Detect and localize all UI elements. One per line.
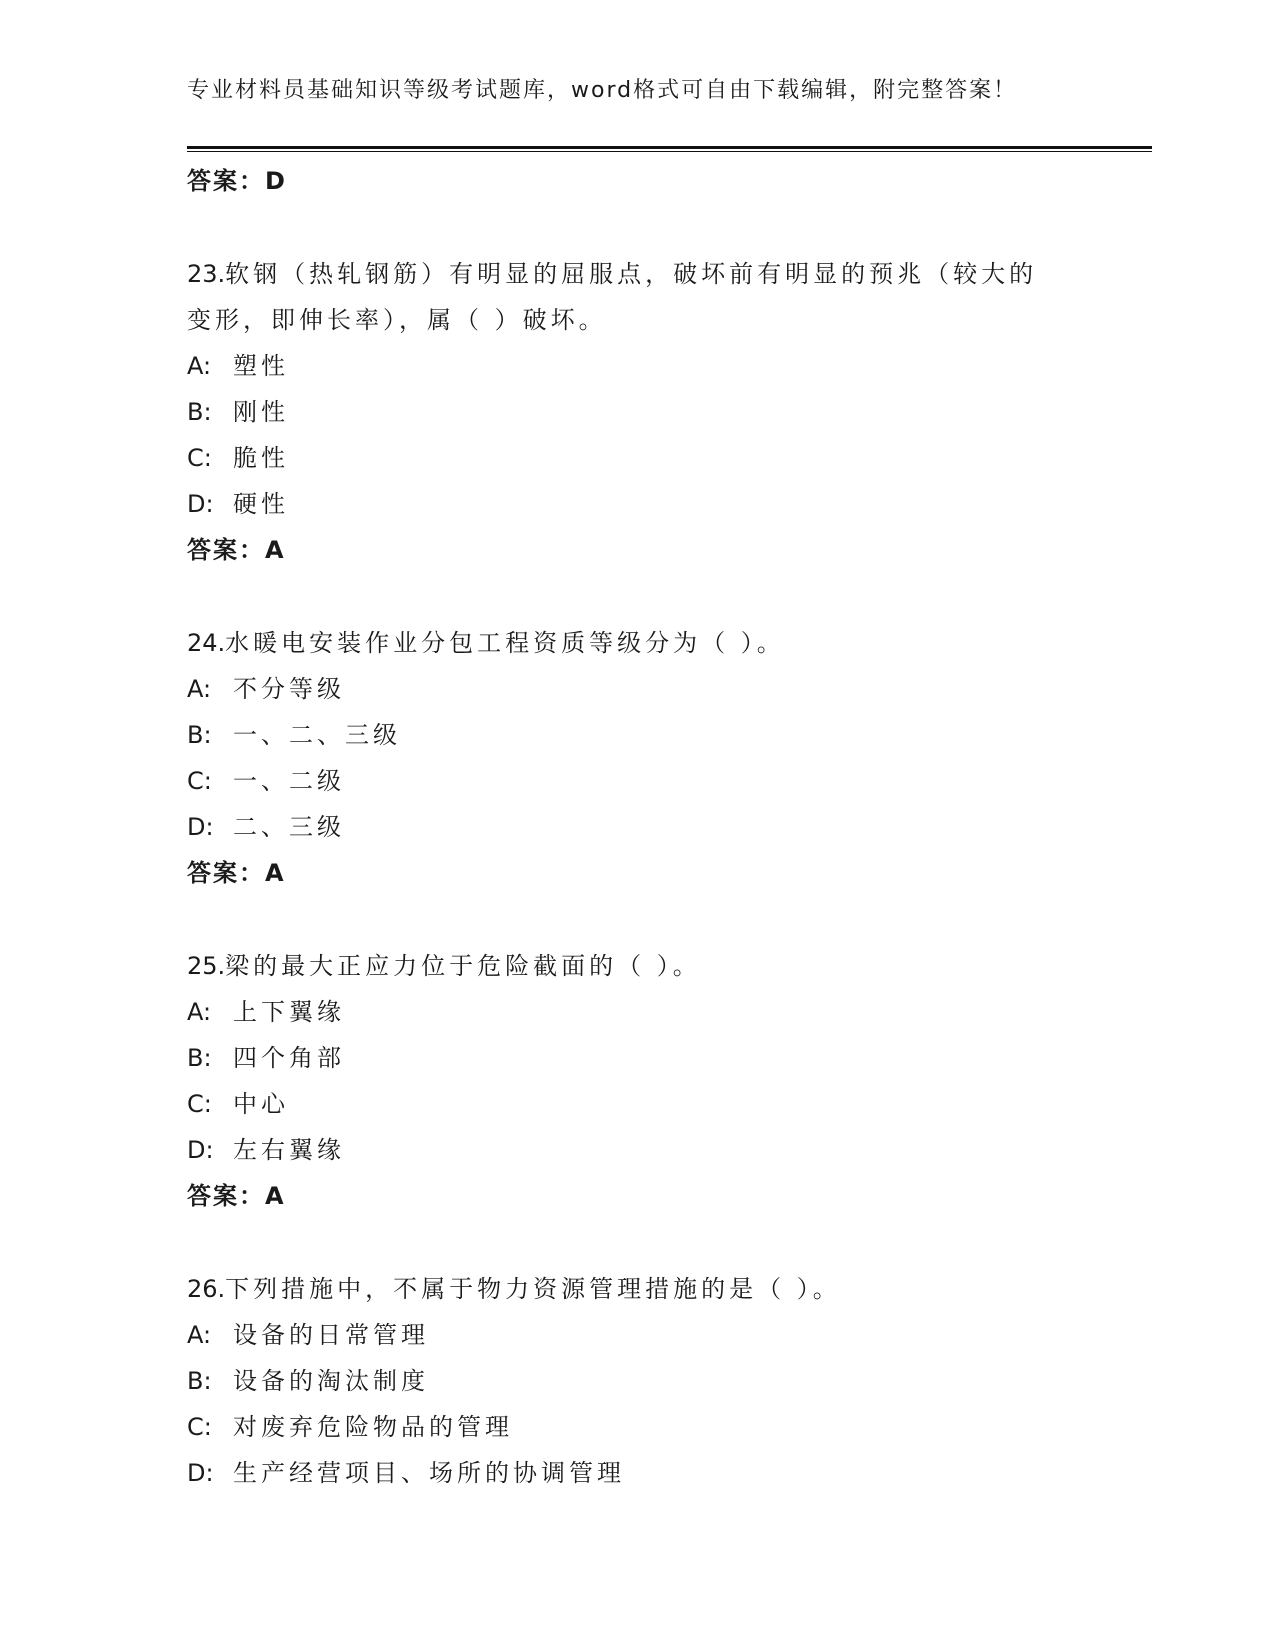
header-rule-thin [187, 151, 1152, 152]
answer-label: 答案： [187, 536, 265, 564]
option-label: A: [187, 352, 212, 380]
option-label: B: [187, 1367, 212, 1395]
option-label: C: [187, 767, 212, 795]
option-text: 不分等级 [233, 675, 345, 703]
question-number: 24. [187, 629, 226, 657]
option-text: 一、二级 [233, 767, 345, 795]
question-number: 23. [187, 260, 226, 288]
question-23 [187, 251, 1127, 573]
option-label: C: [187, 1090, 212, 1118]
option-text: 设备的淘汰制度 [233, 1367, 429, 1395]
option-label: D: [187, 1459, 214, 1487]
question-25 [187, 943, 1127, 1219]
question-stem [187, 1266, 1127, 1312]
option-text: 设备的日常管理 [233, 1321, 429, 1349]
question-number: 25. [187, 952, 226, 980]
option-d [187, 804, 1127, 850]
question-text: 下列措施中，不属于物力资源管理措施的是（ ）。 [225, 1275, 841, 1303]
option-label: C: [187, 1413, 212, 1441]
option-c [187, 1081, 1127, 1127]
option-label: B: [187, 398, 212, 426]
question-text: 水暖电安装作业分包工程资质等级分为（ ）。 [225, 629, 785, 657]
answer-value: A [265, 1182, 284, 1210]
option-text: 左右翼缘 [233, 1136, 345, 1164]
option-a [187, 343, 1127, 389]
option-b [187, 1358, 1127, 1404]
answer-value: A [265, 536, 284, 564]
option-text: 硬性 [233, 490, 289, 518]
question-list [187, 158, 1127, 1496]
option-text: 对废弃危险物品的管理 [233, 1413, 513, 1441]
answer-label: 答案： [187, 859, 265, 887]
option-c [187, 758, 1127, 804]
option-text: 二、三级 [233, 813, 345, 841]
question-26 [187, 1266, 1127, 1496]
option-d [187, 1450, 1127, 1496]
option-label: D: [187, 490, 214, 518]
option-c [187, 1404, 1127, 1450]
question-text: 软钢（热轧钢筋）有明显的屈服点，破坏前有明显的预兆（较大的 [225, 260, 1038, 288]
answer-value: D [265, 167, 285, 195]
answer-line [187, 158, 1127, 204]
option-text: 一、二、三级 [233, 721, 401, 749]
option-text: 脆性 [233, 444, 289, 472]
answer-line [187, 527, 1127, 573]
answer-label: 答案： [187, 1182, 265, 1210]
option-text: 塑性 [233, 352, 289, 380]
answer-value: A [265, 859, 284, 887]
question-stem [187, 943, 1127, 989]
option-d [187, 481, 1127, 527]
option-label: B: [187, 721, 212, 749]
option-label: B: [187, 1044, 212, 1072]
option-label: C: [187, 444, 212, 472]
answer-line [187, 1173, 1127, 1219]
header-rule-thick [187, 146, 1152, 149]
answer-line [187, 850, 1127, 896]
option-text: 刚性 [233, 398, 289, 426]
option-label: A: [187, 1321, 212, 1349]
option-a [187, 666, 1127, 712]
question-stem [187, 620, 1127, 666]
question-text: 梁的最大正应力位于危险截面的（ ）。 [225, 952, 701, 980]
option-b [187, 712, 1127, 758]
question-number: 26. [187, 1275, 226, 1303]
question-stem [187, 251, 1127, 297]
option-text: 四个角部 [233, 1044, 345, 1072]
option-label: D: [187, 813, 214, 841]
option-text: 中心 [233, 1090, 289, 1118]
option-b [187, 1035, 1127, 1081]
page-header: 专业材料员基础知识等级考试题库，word格式可自由下载编辑，附完整答案！ [187, 78, 1018, 103]
option-a [187, 989, 1127, 1035]
option-label: A: [187, 998, 212, 1026]
option-text: 生产经营项目、场所的协调管理 [233, 1459, 625, 1487]
question-24 [187, 620, 1127, 896]
question-stem-continued: 变形，即伸长率），属（ ）破坏。 [187, 306, 607, 334]
option-a [187, 1312, 1127, 1358]
option-d [187, 1127, 1127, 1173]
answer-label: 答案： [187, 167, 265, 195]
option-b [187, 389, 1127, 435]
option-text: 上下翼缘 [233, 998, 345, 1026]
option-label: D: [187, 1136, 214, 1164]
option-label: A: [187, 675, 212, 703]
option-c [187, 435, 1127, 481]
